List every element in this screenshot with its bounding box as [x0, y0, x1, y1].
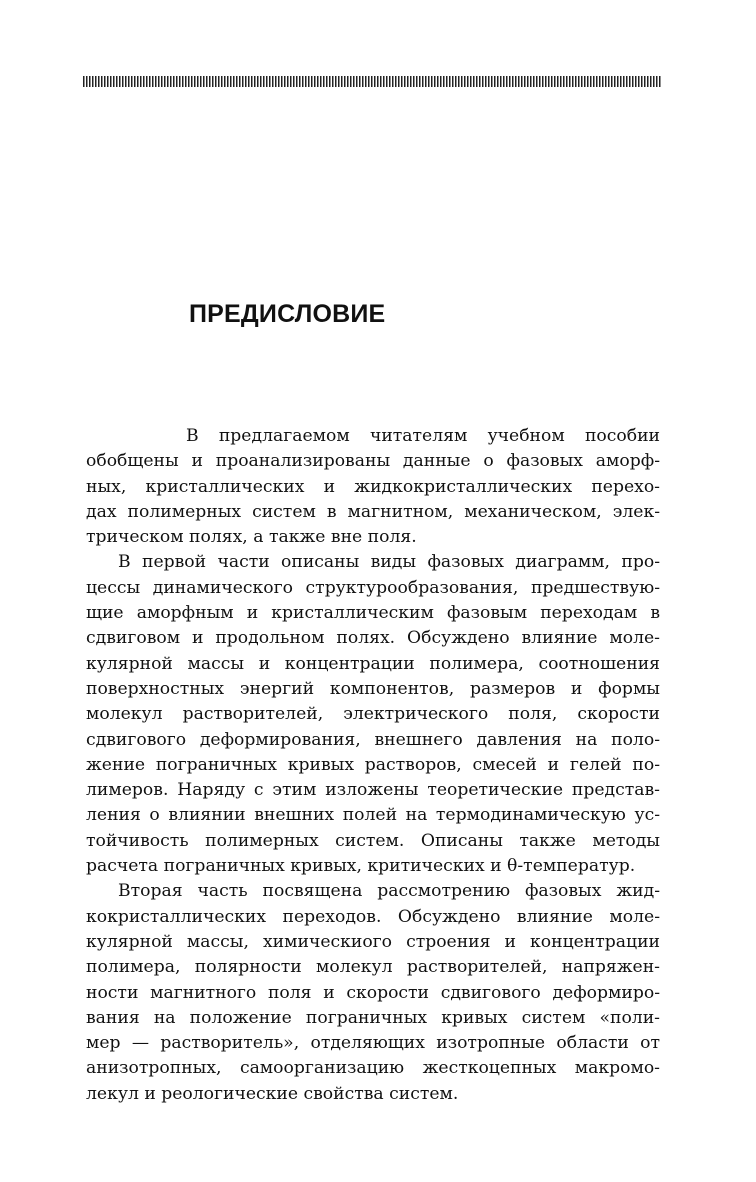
text-line: сдвигового деформирования, внешнего давления на поло- [86, 729, 660, 750]
decorative-top-rule [83, 76, 661, 87]
text-line: лимеров. Наряду с этим изложены теоретические представ- [86, 780, 660, 801]
text-line: цессы динамического структурообразования, предшествую- [86, 577, 660, 598]
text-line: ных, кристаллических и жидкокристаллических перехо- [86, 476, 660, 497]
text-line: молекул растворителей, электрического поля, скорости [86, 704, 660, 725]
text-line: кокристаллических переходов. Обсуждено влияние моле- [86, 906, 660, 927]
text-line: Вторая часть посвящена рассмотрению фазовых жид- [118, 881, 660, 902]
text-line: вания на положение пограничных кривых систем «поли- [86, 1007, 660, 1028]
text-line: трическом полях, а также вне поля. [86, 527, 417, 548]
text-line: щие аморфным и кристаллическим фазовым переходам в [86, 603, 660, 624]
text-line: В предлагаемом читателям учебном пособии [186, 426, 660, 446]
text-line: жение пограничных кривых растворов, смесей и гелей по- [86, 754, 660, 775]
text-line: сдвиговом и продольном полях. Обсуждено влияние моле- [86, 628, 660, 649]
text-line: расчета пограничных кривых, критических и θ-температур. [86, 856, 636, 877]
text-line: полимера, полярности молекул растворителей, напряжен- [86, 957, 660, 978]
text-line: мер — растворитель», отделяющих изотропные области от [86, 1033, 660, 1054]
text-line: анизотропных, самоорганизацию жесткоцепных макромо- [86, 1058, 660, 1079]
text-line: В первой части описаны виды фазовых диаграмм, про- [118, 552, 660, 573]
text-line: кулярной массы и концентрации полимера, соотношения [86, 653, 660, 674]
text-line: обобщены и проанализированы данные о фазовых аморф- [86, 451, 660, 472]
text-line: тойчивость полимерных систем. Описаны также методы [86, 830, 660, 851]
text-line: кулярной массы, химическиого строения и концентрации [86, 931, 660, 952]
text-line: поверхностных энергий компонентов, размеров и формы [86, 678, 660, 699]
text-line: ности магнитного поля и скорости сдвигового деформиро- [86, 982, 660, 1003]
text-line: дах полимерных систем в магнитном, механическом, элек- [86, 501, 660, 522]
text-line: ления о влиянии внешних полей на термодинамическую ус- [86, 805, 660, 826]
page-title: ПРЕДИСЛОВИЕ [189, 300, 386, 328]
text-line: лекул и реологические свойства систем. [86, 1083, 459, 1104]
preface-body [86, 424, 660, 1107]
